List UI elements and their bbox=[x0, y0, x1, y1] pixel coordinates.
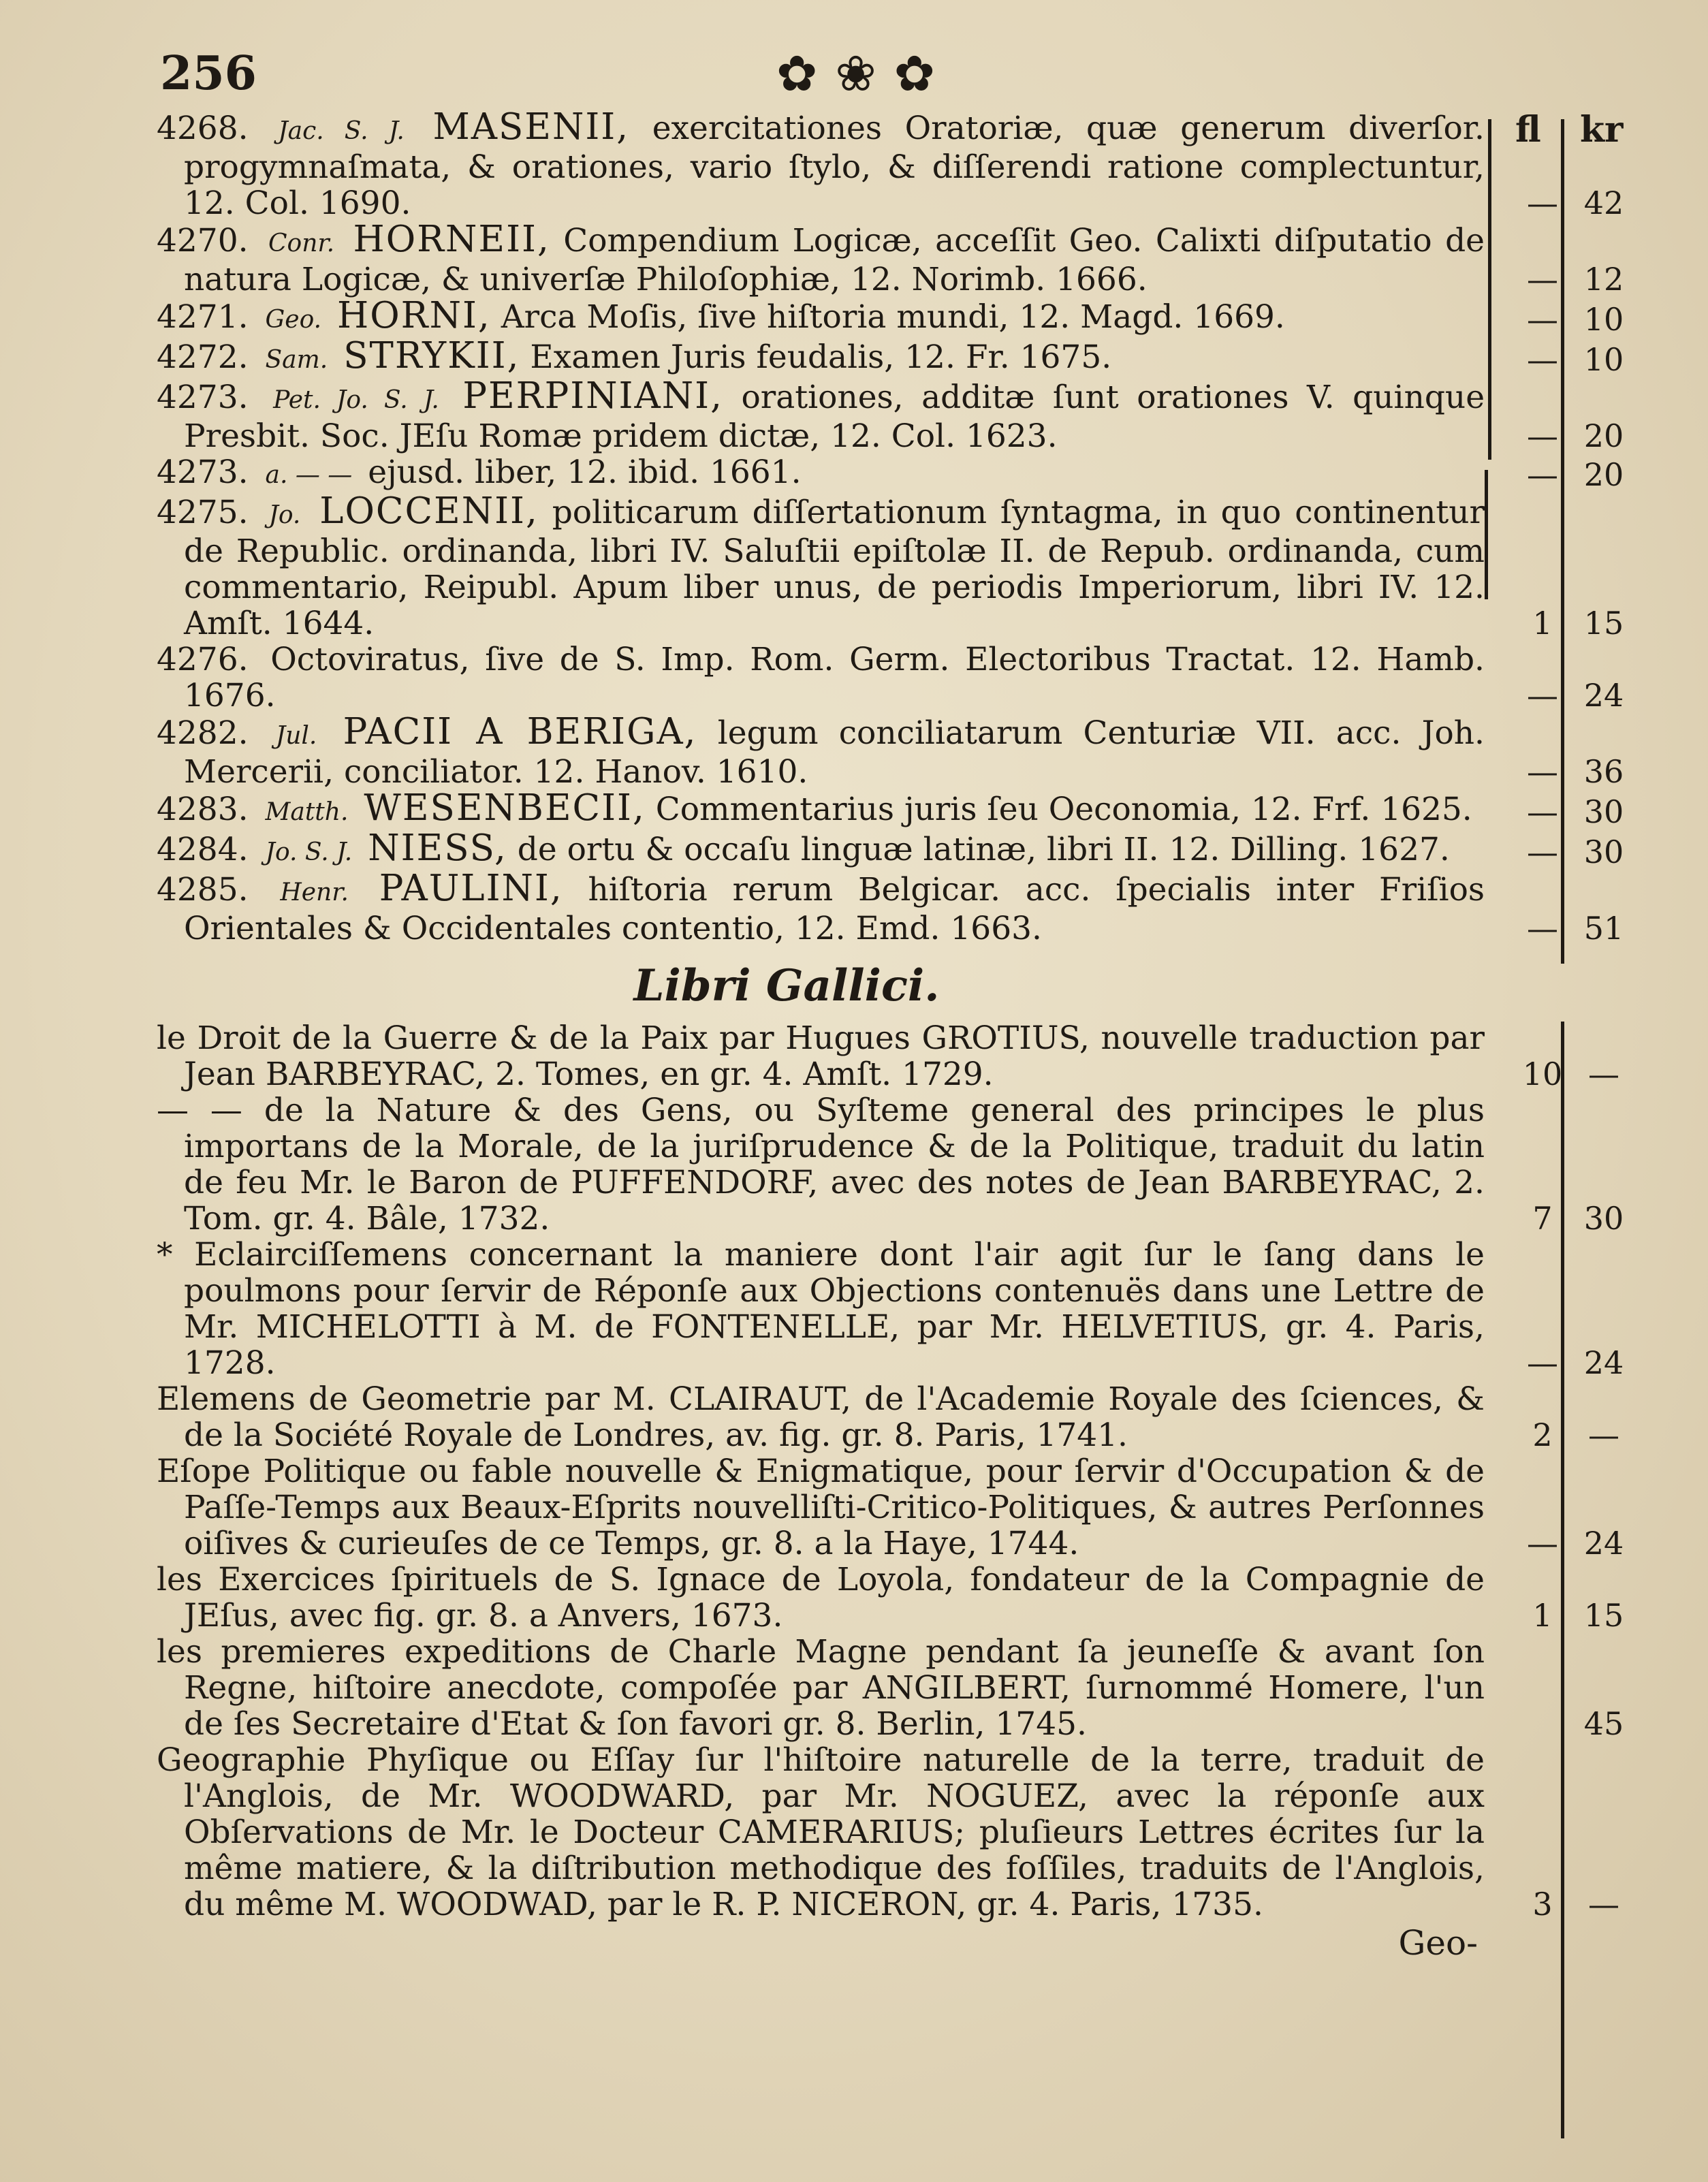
catalogue-entry bbox=[157, 827, 1485, 870]
price-fl: — bbox=[1527, 1344, 1558, 1381]
catalogue-entry: les premieres expeditions de Charle Magne pendant ſa jeuneſſe & avant ſon Regne, hiſtoire anecdote, compoſée par ANGILBERT, ſurnommé Homere, l'un de ſes Secretaire d'Etat & ſon favori gr. 8. Berlin, 1745. bbox=[157, 1633, 1485, 1743]
catalogue-entry: — — de la Nature & des Gens, ou Syſteme general des principes le plus importans de la Morale, de la juriſprudence & de la Politique, traduit du latin de feu Mr. le Baron de PUFFENDORF, avec des notes de Jean BARBEYRAC, 2. Tom. gr. 4. Bâle, 1732. bbox=[157, 1092, 1485, 1237]
entry-number: 4276. bbox=[157, 641, 249, 678]
price-fl: 10 bbox=[1522, 1056, 1563, 1092]
entry-number: 4275. bbox=[157, 494, 249, 531]
author-name: HORNI, bbox=[337, 295, 491, 336]
author-name: PACII A BERIGA, bbox=[343, 711, 697, 753]
price-kr: 42 bbox=[1583, 185, 1624, 221]
catalogue-entry: * Eclairciſſemens concernant la maniere dont l'air agit ſur le ſang dans le poulmons pour ſervir de Réponſe aux Objections contenuës dans une Lettre de Mr. MICHELOTTI à M. de FONTENELLE, par Mr. HELVETIUS, gr. 4. Paris, 1728. bbox=[157, 1236, 1485, 1382]
author-given-name: Conr. bbox=[268, 230, 335, 257]
price-fl: — bbox=[1527, 910, 1558, 947]
price-fl bbox=[1522, 1705, 1563, 1742]
price-fl: 1 bbox=[1532, 1597, 1553, 1634]
author-given-name: Matth. bbox=[265, 798, 349, 826]
entry-number: 4273. bbox=[157, 454, 249, 491]
column-header-fl: fl bbox=[1515, 109, 1541, 151]
entry-number: 4284. bbox=[157, 831, 249, 868]
entry-text: Compendium Logicæ, acceſſit Geo. Calixti diſputatio de natura Logicæ, & univerſæ Philoſophiæ, 12. Norimb. 1666. bbox=[184, 222, 1485, 298]
price-kr: 24 bbox=[1583, 1525, 1624, 1562]
catalogue-entry: Eſope Politique ou fable nouvelle & Enigmatique, pour ſervir d'Occupation & de Paſſe-Temps aux Beaux-Eſprits nouvelliſti-Critico-Politiques, & autres Perſonnes oiſives & curieuſes de ce Temps, gr. 8. a la Haye, 1744. bbox=[157, 1453, 1485, 1562]
price-fl: 3 bbox=[1532, 1886, 1553, 1923]
author-name: PAULINI, bbox=[379, 868, 563, 909]
catalogue-entry bbox=[157, 711, 1485, 791]
author-given-name: Jul. bbox=[275, 722, 317, 750]
entry-number: 4285. bbox=[157, 871, 249, 908]
entry-text: Examen Juris feudalis, 12. Fr. 1675. bbox=[530, 338, 1112, 376]
page-number: 256 bbox=[160, 46, 257, 101]
price-kr: 51 bbox=[1583, 910, 1624, 947]
entry-text: hiſtoria rerum Belgicar. acc. ſpecialis inter Friſios Orientales & Occidentales contentio, 12. Emd. 1663. bbox=[184, 871, 1485, 947]
french-entry-list bbox=[157, 1020, 1485, 1923]
author-given-name: Geo. bbox=[265, 306, 322, 334]
author-given-name: Henr. bbox=[280, 879, 349, 906]
entry-number: 4271. bbox=[157, 298, 249, 336]
column-rule-left-lower bbox=[1485, 470, 1488, 599]
page-header bbox=[0, 27, 1708, 102]
entry-text: de ortu & occaſu linguæ latinæ, libri II. 12. Dilling. 1627. bbox=[517, 831, 1450, 868]
entry-number: 4283. bbox=[157, 791, 249, 828]
price-kr: 45 bbox=[1583, 1705, 1624, 1742]
entry-text: legum conciliatarum Centuriæ VII. acc. Joh. Mercerii, conciliator. 12. Hanov. 1610. bbox=[184, 714, 1485, 791]
entry-text: orationes, additæ ſunt orationes V. quinque Presbit. Soc. JEſu Romæ pridem dictæ, 12. Col. 1623. bbox=[184, 379, 1485, 455]
author-given-name: Jo. bbox=[268, 501, 301, 529]
entry-number: 4272. bbox=[157, 338, 249, 376]
catchword: Geo- bbox=[1398, 1923, 1478, 1963]
author-name: WESENBECII, bbox=[364, 787, 646, 829]
column-header-kr: kr bbox=[1580, 109, 1624, 151]
author-name: STRYKII, bbox=[343, 335, 520, 377]
price-fl: — bbox=[1527, 677, 1558, 714]
author-given-name: Jo. S. J. bbox=[265, 838, 353, 866]
entry-text: Arca Moſis, ſive hiſtoria mundi, 12. Magd. 1669. bbox=[501, 298, 1285, 336]
catalogue-entry: Elemens de Geometrie par M. CLAIRAUT, de l'Academie Royale des ſciences, & de la Société Royale de Londres, av. fig. gr. 8. Paris, 1741. bbox=[157, 1380, 1485, 1454]
author-given-name: Sam. bbox=[265, 346, 328, 374]
catalogue-entry bbox=[157, 490, 1485, 642]
price-fl: — bbox=[1527, 341, 1558, 378]
price-fl: — bbox=[1527, 1525, 1558, 1562]
price-kr: 20 bbox=[1583, 417, 1624, 454]
header-ornament: ✿❀✿ bbox=[776, 45, 953, 102]
price-fl: 7 bbox=[1532, 1200, 1553, 1237]
catalogue-entry bbox=[157, 221, 1485, 298]
price-kr: 24 bbox=[1583, 677, 1624, 714]
catalogue-entries bbox=[157, 106, 1485, 1963]
price-kr: 10 bbox=[1583, 341, 1624, 378]
price-kr: — bbox=[1588, 1417, 1619, 1453]
catalogue-entry bbox=[157, 454, 1485, 493]
entry-text: ejusd. liber, 12. ibid. 1661. bbox=[368, 454, 802, 491]
price-kr: 30 bbox=[1583, 834, 1624, 870]
column-rule-center-lower bbox=[1561, 1022, 1564, 2138]
price-kr: 15 bbox=[1583, 1597, 1624, 1634]
entry-number: 4270. bbox=[157, 222, 249, 259]
author-name: MASENII, bbox=[432, 106, 630, 148]
entry-text: exercitationes Oratoriæ, quæ generum diverſor. progymnaſmata, & orationes, vario ſtylo, & diſſerendi ratione complectuntur, 12. Col. 1690. bbox=[184, 110, 1485, 222]
price-kr: 36 bbox=[1583, 753, 1624, 790]
price-kr: 20 bbox=[1583, 456, 1624, 493]
catalogue-entry bbox=[157, 787, 1485, 830]
author-given-name: a. — — bbox=[265, 461, 353, 489]
price-kr: — bbox=[1588, 1056, 1619, 1092]
price-fl: 1 bbox=[1532, 605, 1553, 642]
author-given-name: Pet. Jo. S. J. bbox=[273, 386, 439, 414]
catalogue-entry bbox=[157, 375, 1485, 455]
author-name: PERPINIANI, bbox=[462, 375, 723, 417]
entry-text: Octoviratus, ſive de S. Imp. Rom. Germ. Electoribus Tractat. 12. Hamb. 1676. bbox=[184, 641, 1485, 714]
price-kr: — bbox=[1588, 1886, 1619, 1923]
price-fl: — bbox=[1527, 417, 1558, 454]
author-name: HORNEII, bbox=[353, 219, 550, 260]
author-given-name: Jac. S. J. bbox=[278, 117, 405, 145]
price-kr: 30 bbox=[1583, 793, 1624, 830]
price-fl: — bbox=[1527, 753, 1558, 790]
column-rule-left-upper bbox=[1488, 119, 1491, 460]
price-kr: 10 bbox=[1583, 301, 1624, 338]
price-fl: — bbox=[1527, 185, 1558, 221]
price-fl: — bbox=[1527, 456, 1558, 493]
catalogue-entry bbox=[157, 642, 1485, 714]
entry-text: Commentarius juris ſeu Oeconomia, 12. Frf. 1625. bbox=[655, 791, 1472, 828]
price-kr: 15 bbox=[1583, 605, 1624, 642]
catalogue-entry bbox=[157, 106, 1485, 222]
latin-entry-list bbox=[157, 106, 1485, 947]
catalogue-entry bbox=[157, 335, 1485, 378]
section-title: Libri Gallici. bbox=[633, 960, 940, 1011]
catalogue-entry: Geographie Phyſique ou Eſſay ſur l'hiſtoire naturelle de la terre, traduit de l'Anglois, de Mr. WOODWARD, par Mr. NOGUEZ, avec la réponſe aux Obſervations de Mr. le Docteur CAMERARIUS; pluſieurs Lettres écrites ſur la même matiere, & la diſtribution methodique des foſſiles, traduits de l'Anglois, du même M. WOODWAD, par le R. P. NICERON, gr. 4. Paris, 1735. bbox=[157, 1741, 1485, 1923]
price-fl: — bbox=[1527, 261, 1558, 298]
price-kr: 24 bbox=[1583, 1344, 1624, 1381]
catalogue-entry bbox=[157, 295, 1485, 338]
price-kr: 30 bbox=[1583, 1200, 1624, 1237]
entry-text: politicarum diſſertationum ſyntagma, in quo continentur de Republic. ordinanda, libri IV. Saluſtii epiſtolæ II. de Repub. ordinanda, cum commentario, Reipubl. Apum liber unus, de periodis Imperiorum, libri IV. 12. Amſt. 1644. bbox=[184, 494, 1485, 642]
price-fl: — bbox=[1527, 793, 1558, 830]
price-fl: — bbox=[1527, 834, 1558, 870]
entry-number: 4268. bbox=[157, 110, 249, 147]
author-name: NIESS, bbox=[368, 827, 507, 869]
catalogue-entry bbox=[157, 870, 1485, 947]
catalogue-entry: les Exercices ſpirituels de S. Ignace de Loyola, fondateur de la Compagnie de JEſus, avec fig. gr. 8. a Anvers, 1673. bbox=[157, 1561, 1485, 1634]
price-fl: — bbox=[1527, 301, 1558, 338]
entry-number: 4282. bbox=[157, 714, 249, 752]
author-name: LOCCENII, bbox=[319, 490, 539, 532]
entry-number: 4273. bbox=[157, 379, 249, 416]
catalogue-entry: le Droit de la Guerre & de la Paix par Hugues GROTIUS, nouvelle traduction par Jean BARBEYRAC, 2. Tomes, en gr. 4. Amſt. 1729. bbox=[157, 1019, 1485, 1093]
price-kr: 12 bbox=[1583, 261, 1624, 298]
price-fl: 2 bbox=[1532, 1417, 1553, 1453]
